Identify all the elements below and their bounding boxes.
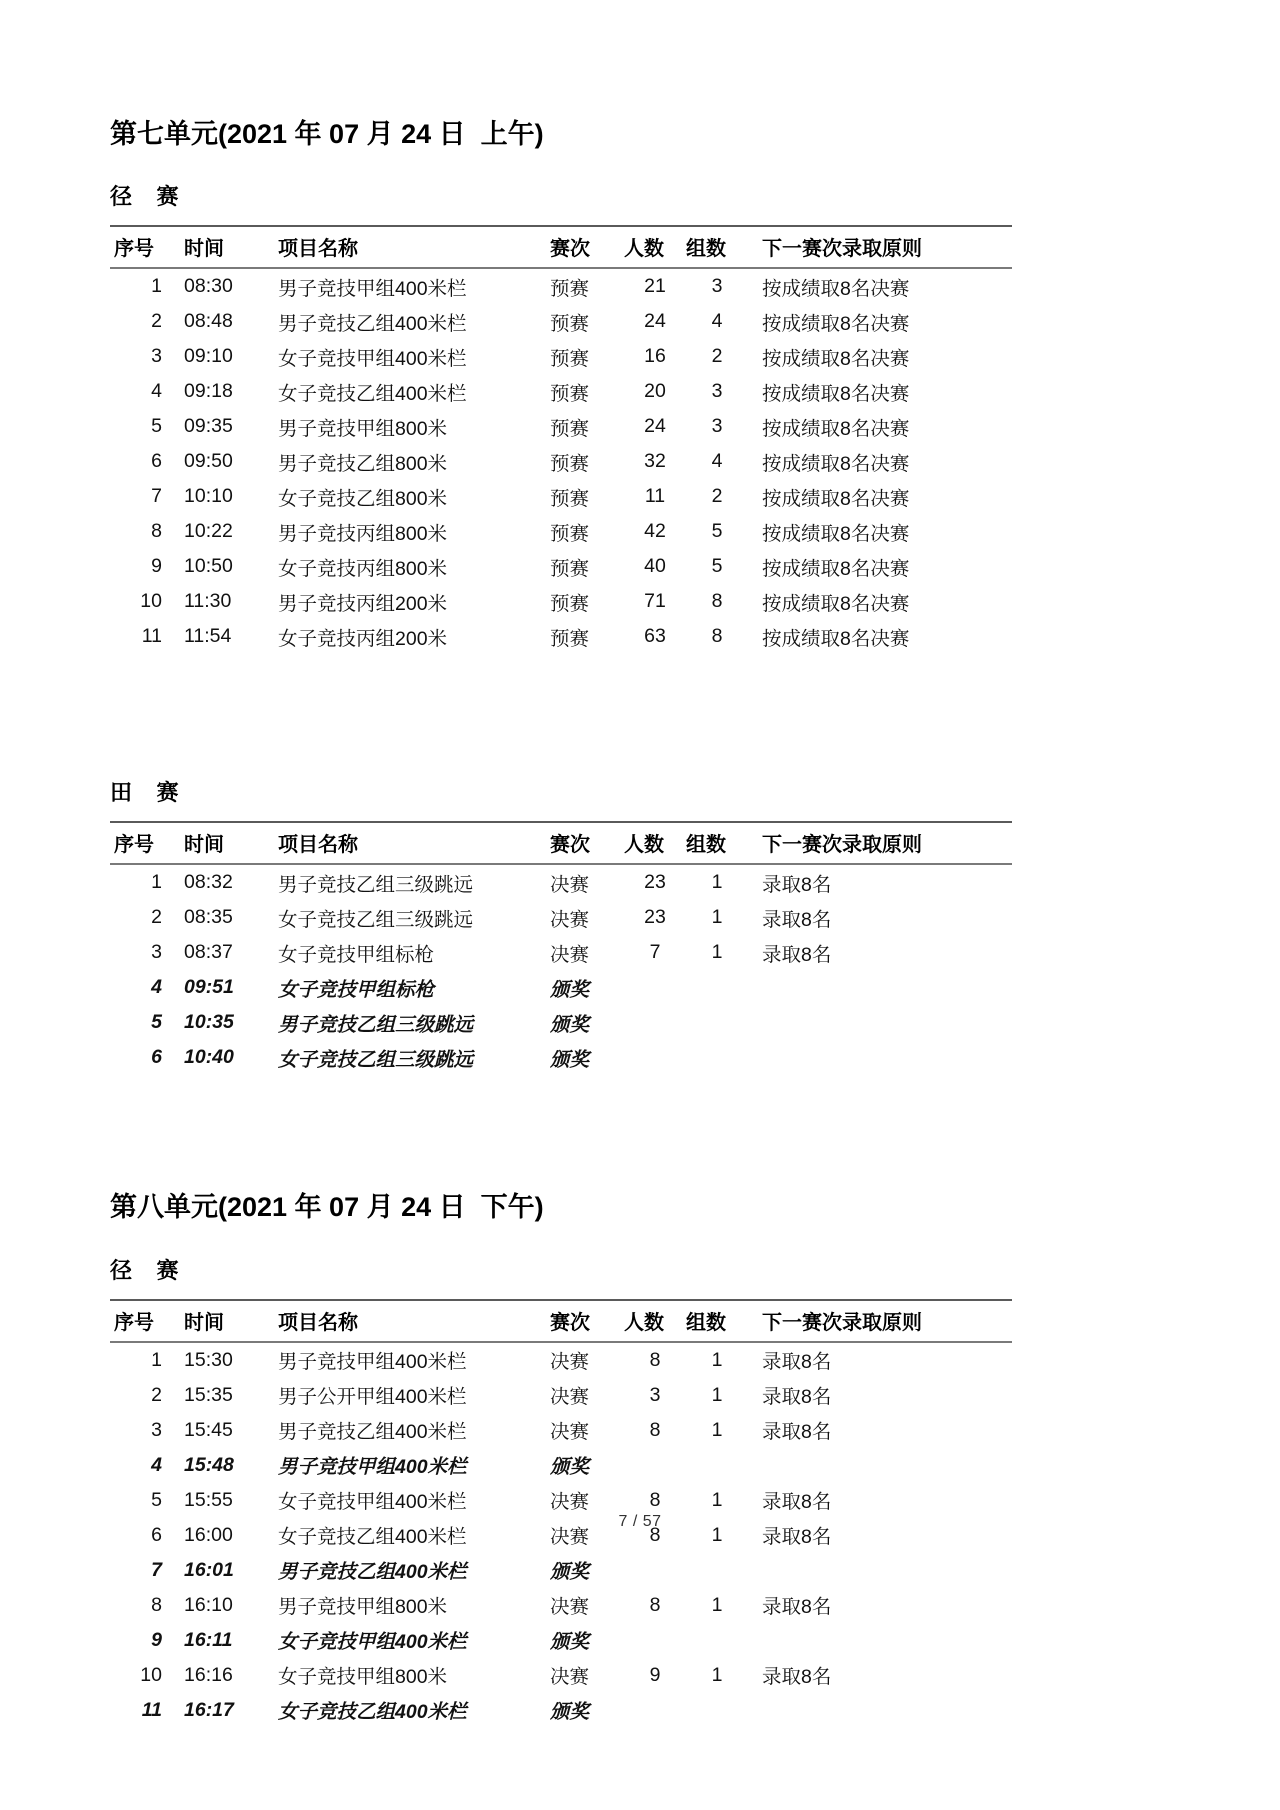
col-header-count: 人数: [624, 1300, 686, 1342]
cell-no: 7: [151, 1558, 162, 1581]
cell-rule: 录取8名: [762, 1421, 832, 1444]
col-header-event: 项目名称: [262, 1300, 546, 1342]
cell-count: 24: [644, 310, 666, 333]
cell-count: 16: [644, 345, 666, 368]
cell-no: 8: [151, 520, 162, 543]
cell-groups: [686, 1040, 748, 1075]
table-header: [110, 822, 1012, 864]
cell-rule: 按成绩取8名决赛: [762, 347, 910, 370]
table-row: [110, 339, 1012, 374]
cell-time: 10:22: [184, 520, 233, 543]
cell-round: 预赛: [550, 522, 590, 545]
cell-round: 预赛: [550, 417, 590, 440]
cell-no: 1: [151, 275, 162, 298]
cell-round: 决赛: [550, 1386, 590, 1409]
cell-groups: 1: [711, 1348, 723, 1371]
table-row: [110, 935, 1012, 970]
cell-rule: 按成绩取8名决赛: [762, 277, 910, 300]
cell-rule: 录取8名: [762, 908, 832, 931]
cell-count: 40: [644, 555, 666, 578]
cell-time: 08:37: [184, 941, 233, 964]
cell-no: 2: [151, 310, 162, 333]
cell-rule: 录取8名: [762, 873, 832, 896]
cell-time: 10:40: [184, 1046, 234, 1069]
cell-groups: 8: [711, 590, 723, 613]
cell-round: 决赛: [550, 1421, 590, 1444]
cell-no: 3: [151, 1418, 162, 1441]
cell-rule: 按成绩取8名决赛: [762, 417, 910, 440]
table-row: [110, 1413, 1012, 1448]
cell-round: 决赛: [550, 1351, 590, 1374]
cell-count: [624, 1553, 686, 1588]
cell-count: [624, 1693, 686, 1728]
cell-time: 16:17: [184, 1698, 234, 1721]
cell-time: 10:35: [184, 1011, 234, 1034]
cell-no: 6: [151, 1046, 162, 1069]
cell-rule: [748, 1623, 1012, 1658]
col-header-event: 项目名称: [262, 822, 546, 864]
cell-round: 预赛: [550, 312, 590, 335]
spacer: [110, 654, 1170, 746]
section-title-track-2: 径 赛: [110, 1257, 179, 1283]
table-header-row: [110, 226, 1012, 268]
cell-no: 5: [151, 1488, 162, 1511]
cell-rule: [748, 1553, 1012, 1588]
cell-round: 颁奖: [550, 1701, 590, 1724]
cell-groups: [686, 1448, 748, 1483]
cell-time: 09:35: [184, 415, 233, 438]
cell-groups: 3: [711, 380, 723, 403]
col-header-groups: 组数: [686, 822, 748, 864]
cell-time: 16:01: [184, 1558, 234, 1581]
cell-round: 预赛: [550, 592, 590, 615]
cell-groups: [686, 1623, 748, 1658]
cell-round: 决赛: [550, 1596, 590, 1619]
cell-round: 颁奖: [550, 1456, 590, 1479]
cell-round: 预赛: [550, 627, 590, 650]
col-header-round: 赛次: [546, 226, 624, 268]
col-header-rule: 下一赛次录取原则: [748, 822, 1012, 864]
table-row: [110, 1658, 1012, 1693]
cell-round: 预赛: [550, 277, 590, 300]
cell-rule: [748, 1005, 1012, 1040]
cell-no: 11: [141, 1698, 162, 1721]
cell-groups: 2: [711, 345, 723, 368]
cell-event: 女子竞技乙组400米栏: [278, 1701, 467, 1724]
table-row: [110, 584, 1012, 619]
table-row: [110, 409, 1012, 444]
cell-time: 15:45: [184, 1418, 233, 1441]
table-header-row: [110, 1300, 1012, 1342]
cell-time: 15:55: [184, 1488, 233, 1511]
cell-event: 男子竞技丙组800米: [278, 522, 448, 545]
cell-no: 2: [151, 906, 162, 929]
cell-round: 决赛: [550, 873, 590, 896]
col-header-time: 时间: [172, 1300, 262, 1342]
cell-no: 9: [151, 1628, 162, 1651]
unit-title-7: 第七单元(2021 年 07 月 24 日 上午): [110, 119, 544, 149]
col-header-no: 序号: [110, 226, 172, 268]
table-body: [110, 864, 1012, 1075]
cell-event: 男子竞技乙组三级跳远: [278, 873, 474, 896]
cell-no: 4: [151, 380, 162, 403]
col-header-event: 项目名称: [262, 226, 546, 268]
cell-time: 08:48: [184, 310, 233, 333]
cell-event: 男子竞技乙组400米栏: [278, 312, 467, 335]
spacer: [110, 150, 1170, 180]
cell-rule: 录取8名: [762, 1491, 832, 1514]
table-row: [110, 1378, 1012, 1413]
table-row: [110, 549, 1012, 584]
cell-time: 09:18: [184, 380, 233, 403]
cell-round: 预赛: [550, 487, 590, 510]
cell-no: 1: [151, 1348, 162, 1371]
col-header-count: 人数: [624, 226, 686, 268]
cell-event: 女子竞技丙组800米: [278, 557, 448, 580]
spacer: [110, 746, 1170, 776]
table-row: [110, 374, 1012, 409]
cell-time: 09:10: [184, 345, 233, 368]
cell-event: 女子竞技甲组400米栏: [278, 1491, 467, 1514]
cell-rule: 按成绩取8名决赛: [762, 557, 910, 580]
cell-groups: 5: [711, 555, 723, 578]
cell-event: 男子竞技乙组三级跳远: [278, 1013, 474, 1036]
cell-count: 8: [649, 1523, 661, 1546]
col-header-groups: 组数: [686, 1300, 748, 1342]
cell-time: 09:50: [184, 450, 233, 473]
col-header-time: 时间: [172, 226, 262, 268]
cell-event: 女子竞技甲组标枪: [278, 978, 435, 1001]
cell-time: 16:00: [184, 1523, 233, 1546]
schedule-table-unit7-track: [110, 225, 1012, 654]
cell-event: 女子竞技乙组三级跳远: [278, 908, 474, 931]
cell-time: 08:35: [184, 906, 233, 929]
cell-rule: 按成绩取8名决赛: [762, 522, 910, 545]
spacer: [110, 1167, 1170, 1191]
table-row: [110, 444, 1012, 479]
spacer: [110, 807, 1170, 821]
spacer: [110, 1285, 1170, 1299]
table-row: [110, 1448, 1012, 1483]
cell-no: 3: [151, 345, 162, 368]
cell-event: 女子竞技甲组标枪: [278, 943, 435, 966]
cell-no: 9: [151, 555, 162, 578]
table-row: [110, 970, 1012, 1005]
table-row: [110, 1588, 1012, 1623]
cell-rule: 按成绩取8名决赛: [762, 627, 910, 650]
cell-count: 63: [644, 625, 666, 648]
col-header-round: 赛次: [546, 822, 624, 864]
cell-groups: 1: [711, 906, 723, 929]
cell-groups: 1: [711, 1488, 723, 1511]
cell-no: 1: [151, 871, 162, 894]
schedule-table-unit7-field: [110, 821, 1012, 1075]
cell-count: [624, 970, 686, 1005]
cell-time: 15:30: [184, 1348, 233, 1371]
cell-groups: 1: [711, 1383, 723, 1406]
cell-groups: 1: [711, 1418, 723, 1441]
cell-round: 决赛: [550, 1526, 590, 1549]
table-row: [110, 1005, 1012, 1040]
cell-time: 08:32: [184, 871, 233, 894]
cell-rule: 按成绩取8名决赛: [762, 312, 910, 335]
cell-rule: 录取8名: [762, 1351, 832, 1374]
cell-event: 女子竞技乙组400米栏: [278, 382, 467, 405]
cell-no: 5: [151, 415, 162, 438]
cell-event: 女子竞技乙组三级跳远: [278, 1048, 474, 1071]
col-header-groups: 组数: [686, 226, 748, 268]
cell-event: 女子竞技甲组400米栏: [278, 347, 467, 370]
page-number-footer: 7 / 57: [618, 1513, 662, 1530]
cell-event: 女子竞技乙组800米: [278, 487, 448, 510]
col-header-time: 时间: [172, 822, 262, 864]
cell-count: 3: [649, 1383, 661, 1406]
col-header-count: 人数: [624, 822, 686, 864]
cell-groups: 3: [711, 275, 723, 298]
cell-time: 11:54: [184, 625, 232, 648]
cell-round: 决赛: [550, 1491, 590, 1514]
cell-count: 23: [644, 871, 666, 894]
cell-event: 女子竞技丙组200米: [278, 627, 448, 650]
cell-event: 男子竞技甲组400米栏: [278, 277, 467, 300]
col-header-no: 序号: [110, 1300, 172, 1342]
cell-count: 7: [649, 941, 661, 964]
spacer: [110, 1075, 1170, 1167]
cell-count: 9: [649, 1663, 661, 1686]
cell-rule: 录取8名: [762, 1596, 832, 1619]
cell-time: 15:48: [184, 1453, 234, 1476]
cell-count: 42: [644, 520, 666, 543]
cell-event: 男子竞技乙组400米栏: [278, 1421, 467, 1444]
cell-groups: 2: [711, 485, 723, 508]
section-title-field-1: 田 赛: [110, 780, 179, 806]
cell-round: 预赛: [550, 452, 590, 475]
page-content: [110, 0, 1170, 1728]
cell-groups: 1: [711, 941, 723, 964]
cell-groups: 4: [711, 450, 723, 473]
cell-no: 6: [151, 450, 162, 473]
cell-count: 11: [644, 485, 666, 508]
cell-no: 8: [151, 1593, 162, 1616]
cell-no: 10: [140, 590, 162, 613]
cell-no: 2: [151, 1383, 162, 1406]
cell-time: 10:10: [184, 485, 233, 508]
cell-groups: 4: [711, 310, 723, 333]
cell-count: 8: [649, 1348, 661, 1371]
cell-time: 10:50: [184, 555, 233, 578]
table-row: [110, 1553, 1012, 1588]
cell-count: 23: [644, 906, 666, 929]
table-body: [110, 1342, 1012, 1728]
cell-no: 4: [151, 976, 162, 999]
table-row: [110, 1693, 1012, 1728]
cell-event: 男子竞技甲组800米: [278, 1596, 448, 1619]
col-header-round: 赛次: [546, 1300, 624, 1342]
cell-no: 11: [141, 625, 162, 648]
cell-no: 10: [140, 1663, 162, 1686]
cell-round: 决赛: [550, 943, 590, 966]
cell-rule: 录取8名: [762, 1526, 832, 1549]
cell-no: 3: [151, 941, 162, 964]
cell-time: 09:51: [184, 976, 234, 999]
cell-rule: 录取8名: [762, 1386, 832, 1409]
table-row: [110, 514, 1012, 549]
unit-title-8: 第八单元(2021 年 07 月 24 日 下午): [110, 1192, 544, 1223]
cell-count: [624, 1448, 686, 1483]
table-header: [110, 1300, 1012, 1342]
cell-groups: 1: [711, 1593, 723, 1616]
cell-no: 4: [151, 1453, 162, 1476]
cell-time: 16:16: [184, 1663, 233, 1686]
cell-round: 颁奖: [550, 1631, 590, 1654]
cell-count: 8: [649, 1593, 661, 1616]
col-header-rule: 下一赛次录取原则: [748, 226, 1012, 268]
cell-round: 颁奖: [550, 1013, 590, 1036]
cell-event: 女子竞技甲组800米: [278, 1666, 448, 1689]
cell-rule: 录取8名: [762, 943, 832, 966]
cell-event: 男子竞技甲组400米栏: [278, 1351, 467, 1374]
cell-count: [624, 1005, 686, 1040]
cell-count: 32: [644, 450, 666, 473]
cell-round: 预赛: [550, 557, 590, 580]
cell-groups: 5: [711, 520, 723, 543]
cell-groups: [686, 1553, 748, 1588]
cell-time: 15:35: [184, 1383, 233, 1406]
table-row: [110, 900, 1012, 935]
cell-time: 11:30: [184, 590, 232, 613]
cell-round: 决赛: [550, 908, 590, 931]
cell-no: 5: [151, 1011, 162, 1034]
cell-count: 71: [644, 590, 666, 613]
cell-groups: 1: [711, 1663, 723, 1686]
cell-time: 16:10: [184, 1593, 233, 1616]
cell-event: 男子竞技甲组400米栏: [278, 1456, 467, 1479]
section-title-track-1: 径 赛: [110, 184, 179, 210]
cell-count: 24: [644, 415, 666, 438]
cell-groups: 3: [711, 415, 723, 438]
cell-rule: 按成绩取8名决赛: [762, 487, 910, 510]
cell-rule: [748, 1693, 1012, 1728]
table-row: [110, 1623, 1012, 1658]
spacer: [110, 1224, 1170, 1254]
spacer: [110, 211, 1170, 225]
cell-round: 决赛: [550, 1666, 590, 1689]
cell-no: 7: [151, 485, 162, 508]
cell-event: 男子竞技丙组200米: [278, 592, 448, 615]
cell-round: 预赛: [550, 382, 590, 405]
table-body: [110, 268, 1012, 654]
cell-count: [624, 1040, 686, 1075]
cell-groups: [686, 970, 748, 1005]
cell-event: 男子竞技乙组800米: [278, 452, 448, 475]
cell-rule: 录取8名: [762, 1666, 832, 1689]
cell-groups: 1: [711, 871, 723, 894]
cell-groups: 8: [711, 625, 723, 648]
top-spacer: [110, 0, 1170, 118]
cell-count: 8: [649, 1418, 661, 1441]
cell-count: [624, 1623, 686, 1658]
cell-event: 男子竞技甲组800米: [278, 417, 448, 440]
cell-round: 预赛: [550, 347, 590, 370]
table-row: [110, 304, 1012, 339]
cell-round: 颁奖: [550, 1561, 590, 1584]
table-row: [110, 864, 1012, 900]
cell-groups: [686, 1693, 748, 1728]
table-row: [110, 479, 1012, 514]
table-row: [110, 1342, 1012, 1378]
cell-event: 男子公开甲组400米栏: [278, 1386, 467, 1409]
col-header-rule: 下一赛次录取原则: [748, 1300, 1012, 1342]
table-row: [110, 1040, 1012, 1075]
cell-event: 女子竞技乙组400米栏: [278, 1526, 467, 1549]
cell-groups: 1: [711, 1523, 723, 1546]
cell-count: 20: [644, 380, 666, 403]
cell-groups: [686, 1005, 748, 1040]
cell-count: 8: [649, 1488, 661, 1511]
table-header-row: [110, 822, 1012, 864]
cell-time: 08:30: [184, 275, 233, 298]
cell-rule: [748, 970, 1012, 1005]
table-row: [110, 619, 1012, 654]
cell-rule: 按成绩取8名决赛: [762, 452, 910, 475]
cell-time: 16:11: [184, 1628, 233, 1651]
cell-no: 6: [151, 1523, 162, 1546]
cell-rule: 按成绩取8名决赛: [762, 592, 910, 615]
table-row: [110, 268, 1012, 304]
cell-count: 21: [644, 275, 666, 298]
cell-rule: 按成绩取8名决赛: [762, 382, 910, 405]
cell-round: 颁奖: [550, 1048, 590, 1071]
cell-round: 颁奖: [550, 978, 590, 1001]
table-header: [110, 226, 1012, 268]
cell-event: 女子竞技甲组400米栏: [278, 1631, 467, 1654]
cell-event: 男子竞技乙组400米栏: [278, 1561, 467, 1584]
cell-rule: [748, 1040, 1012, 1075]
col-header-no: 序号: [110, 822, 172, 864]
cell-rule: [748, 1448, 1012, 1483]
